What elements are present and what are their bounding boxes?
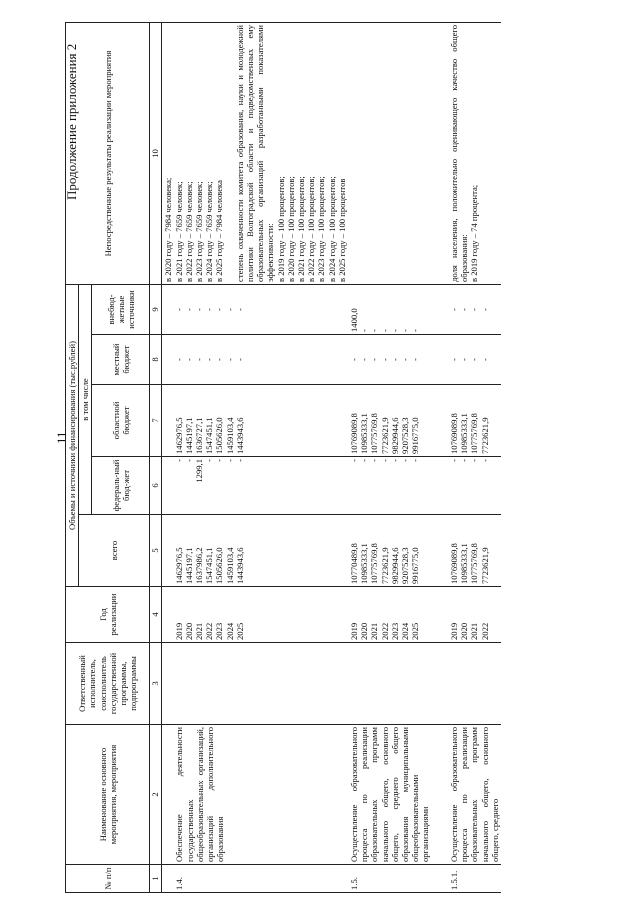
row-local: - - - - [448, 335, 501, 385]
table-row [348, 22, 448, 892]
header-col-financing: Объемы и источники финансирования (тыс.рублей) [66, 284, 79, 586]
rotated-table-sheet [65, 23, 570, 893]
header-col-regional: областной бюджет [92, 385, 150, 457]
row-results: доля населения, положительно оценивающего качество общего образования: в 2019 году – 74 процента; [448, 22, 501, 284]
header-col-including: в том числе [79, 284, 92, 514]
row-activity-name: Обеспечение деятельности государственных общеобразовательных организаций, организаций дополнительного образования [162, 725, 348, 865]
row-regional: 10769089,8 10985333,1 10775769,8 7723621,9 [448, 385, 501, 457]
column-number: 2 [150, 725, 162, 865]
row-regional: 10769089,8 10985333,1 10775769,8 7723621,9 9829944,6 9207528,3 9916775,0 [348, 385, 448, 457]
row-years: 2019 2020 2021 2022 2023 2024 2025 [162, 587, 348, 643]
table-row [162, 22, 348, 892]
column-number: 10 [150, 22, 162, 284]
row-activity-name: Осуществление образовательного процесса по реализации образовательных программ начального общего, основного общего, среднего общего образования муниципальными общеобразовательными организациями [348, 725, 448, 865]
row-total: 10769089,8 10985333,1 10775769,8 7723621,9 [448, 515, 501, 587]
row-federal: - - 1299,1 - - - - [162, 457, 348, 515]
row-number: 1.5.1. [448, 865, 501, 893]
column-number: 3 [150, 643, 162, 725]
column-number: 1 [150, 865, 162, 893]
column-numbers-row [150, 22, 162, 892]
row-federal: - - - - [448, 457, 501, 515]
row-activity-name: Осуществление образовательного процесса по реализации образовательных программ начального общего, основного общего, среднего [448, 725, 501, 865]
financing-table [65, 22, 501, 893]
column-number: 6 [150, 457, 162, 515]
column-number: 8 [150, 335, 162, 385]
row-executor [348, 643, 448, 725]
row-extrabudget: - - - - [448, 284, 501, 334]
header-col-number: № п/п [66, 865, 150, 893]
row-results [348, 22, 448, 284]
row-total: 1462976,5 1445197,1 1637986,2 1547451,1 1505626,0 1459103,4 1443943,6 [162, 515, 348, 587]
header-col-year: Год реализации [66, 587, 150, 643]
row-executor [448, 643, 501, 725]
row-regional: 1462976,5 1445197,1 1636727,1 1547451,1 1505626,0 1459103,4 1443943,6 [162, 385, 348, 457]
header-col-local: местный бюджет [92, 335, 150, 385]
header-col-results: Непосредственные результаты реализации мероприятия [66, 22, 150, 284]
row-local: - - - - - - - [348, 335, 448, 385]
row-local: - - - - - - - [162, 335, 348, 385]
header-col-extrabudget: внебюд-жетные источники [92, 284, 150, 334]
header-col-name: Наименование основного мероприятия, мероприятия [66, 725, 150, 865]
header-col-federal: федераль-ный бюд-жет [92, 457, 150, 515]
column-number: 7 [150, 385, 162, 457]
row-number: 1.4. [162, 865, 348, 893]
column-number: 5 [150, 515, 162, 587]
header-col-executor: Ответственный исполнитель, соисполнитель государственной программы, подпрограммы [66, 643, 150, 725]
continuation-title: Продолжение приложения 2 [64, 43, 79, 200]
column-number: 4 [150, 587, 162, 643]
row-total: 10770489,8 10985333,1 10775769,8 7723621,9 9829944,6 9207528,3 9916775,0 [348, 515, 448, 587]
row-federal: - - - - - - - [348, 457, 448, 515]
row-results: в 2020 году – 7984 человека; в 2021 году – 7659 человек; в 2022 году – 7659 человек; в 2023 году – 7659 человек; в 2024 году – 7659 человек; в 2025 году – 7984 человека степень охваченности комитета образования, науки и молодежной политики Волгоградской области и подведомственных ему образовательных организаций разработанными показателями эффективности: в 2019 году – 100 процентов; в 2020 году – 100 процентов; в 2021 году – 100 процентов; в 2022 году – 100 процентов; в 2023 году – 100 процентов; в 2024 году – 100 процентов; в 2025 году – 100 процентов [162, 22, 348, 284]
row-executor [162, 643, 348, 725]
table-row [448, 22, 501, 892]
row-extrabudget: 1400,0 - - - - - - [348, 284, 448, 334]
column-number: 9 [150, 284, 162, 334]
row-number: 1.5. [348, 865, 448, 893]
page-number: 11 [54, 431, 69, 444]
row-years: 2019 2020 2021 2022 [448, 587, 501, 643]
row-years: 2019 2020 2021 2022 2023 2024 2025 [348, 587, 448, 643]
header-col-total: всего [79, 515, 150, 587]
row-extrabudget: - - - - - - - [162, 284, 348, 334]
